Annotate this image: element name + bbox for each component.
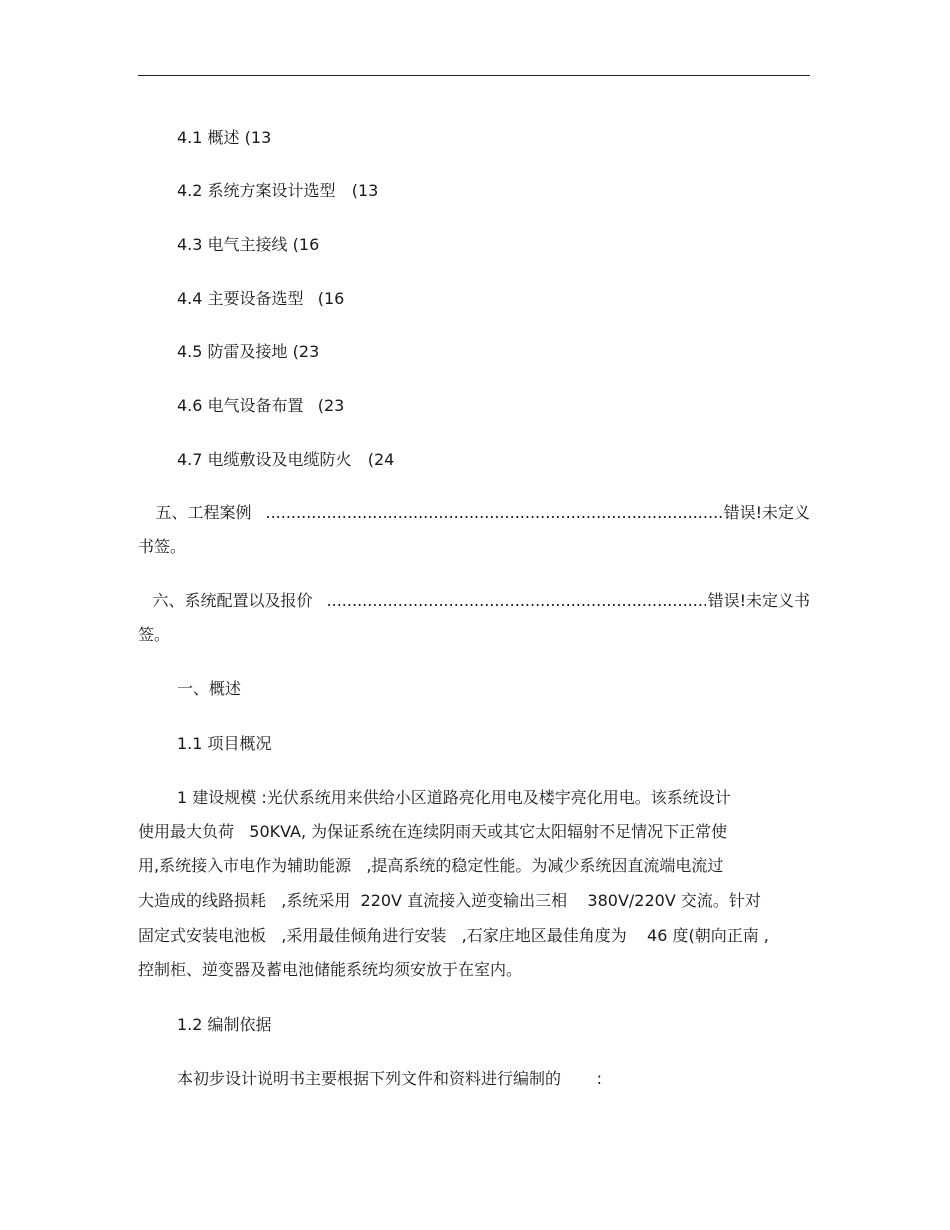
- toc-entry-5[interactable]: [138, 503, 810, 523]
- basis-line: 本初步设计说明书主要根据下列文件和资料进行编制的 :: [177, 1069, 602, 1088]
- toc-title: 六、系统配置以及报价: [152, 591, 313, 610]
- toc-number: 4.5: [177, 342, 203, 361]
- toc-title: 系统方案设计选型: [207, 181, 336, 200]
- toc-entry-6[interactable]: [138, 591, 810, 611]
- toc-title: 电缆敷设及电缆防火: [207, 450, 352, 469]
- toc-page: (13: [244, 128, 272, 147]
- toc-entry-4-2[interactable]: [138, 181, 849, 201]
- toc-page: (23: [317, 396, 345, 415]
- toc-number: 4.2: [177, 181, 203, 200]
- section-heading: [138, 679, 849, 699]
- toc-number: 4.6: [177, 396, 203, 415]
- toc-page: (13: [351, 181, 379, 200]
- paragraph-line-4: 大造成的线路损耗 ,系统采用 220V 直流接入逆变输出三相 380V/220V 交流。针对: [138, 891, 761, 910]
- toc-title: 主要设备选型: [207, 289, 304, 308]
- paragraph-line-3: 用,系统接入市电作为辅助能源 ,提高系统的稳定性能。为减少系统因直流端电流过: [138, 856, 724, 875]
- paragraph-line-1: 1 建设规模 :光伏系统用来供给小区道路亮化用电及楼宇亮化用电。该系统设计: [177, 788, 731, 807]
- paragraph-line-5: 固定式安装电池板 ,采用最佳倾角进行安装 ,石家庄地区最佳角度为 46 度(朝向正南 ,: [138, 926, 769, 945]
- subsection-heading-text: 1.2 编制依据: [177, 1015, 272, 1034]
- toc-number: 4.3: [177, 235, 203, 254]
- toc-title: 电气主接线: [207, 235, 288, 254]
- subsection-heading-1-2: [138, 1015, 849, 1035]
- toc-number: 4.1: [177, 128, 203, 147]
- toc-page: (16: [317, 289, 345, 308]
- toc-title: 概述: [207, 128, 240, 147]
- toc-entry-4-4[interactable]: [138, 289, 849, 309]
- toc-error-ref-cont: 签。: [138, 625, 171, 644]
- toc-title: 防雷及接地: [207, 342, 288, 361]
- toc-entry-6-cont: [138, 625, 810, 645]
- toc-number: 4.4: [177, 289, 203, 308]
- toc-number: 4.7: [177, 450, 203, 469]
- toc-leader-dots: [266, 503, 722, 523]
- toc-entry-4-1[interactable]: [138, 128, 849, 148]
- toc-entry-4-3[interactable]: [138, 235, 849, 255]
- toc-entry-5-cont: [138, 537, 810, 557]
- paragraph-line-2: 使用最大负荷 50KVA, 为保证系统在连续阴雨天或其它太阳辐射不足情况下正常使: [138, 822, 728, 841]
- toc-leader-dots: [327, 591, 706, 611]
- paragraph-line-6: 控制柜、逆变器及蓄电池储能系统均须安放于在室内。: [138, 960, 523, 979]
- toc-entry-4-6[interactable]: [138, 396, 849, 416]
- toc-entry-4-7[interactable]: [138, 450, 849, 470]
- toc-error-ref: 错误!未定义: [723, 503, 810, 522]
- toc-error-ref-cont: 书签。: [138, 537, 187, 556]
- header-rule: [138, 75, 810, 76]
- subsection-heading-1-1: [138, 734, 849, 754]
- section-heading-text: 一、概述: [177, 679, 242, 698]
- toc-error-ref: 错误!未定义书: [707, 591, 810, 610]
- toc-title: 电气设备布置: [207, 396, 304, 415]
- toc-page: (24: [367, 450, 395, 469]
- toc-page: (23: [292, 342, 320, 361]
- subsection-heading-text: 1.1 项目概况: [177, 734, 272, 753]
- toc-entry-4-5[interactable]: [138, 342, 849, 362]
- toc-title: 五、工程案例: [155, 503, 252, 522]
- toc-page: (16: [292, 235, 320, 254]
